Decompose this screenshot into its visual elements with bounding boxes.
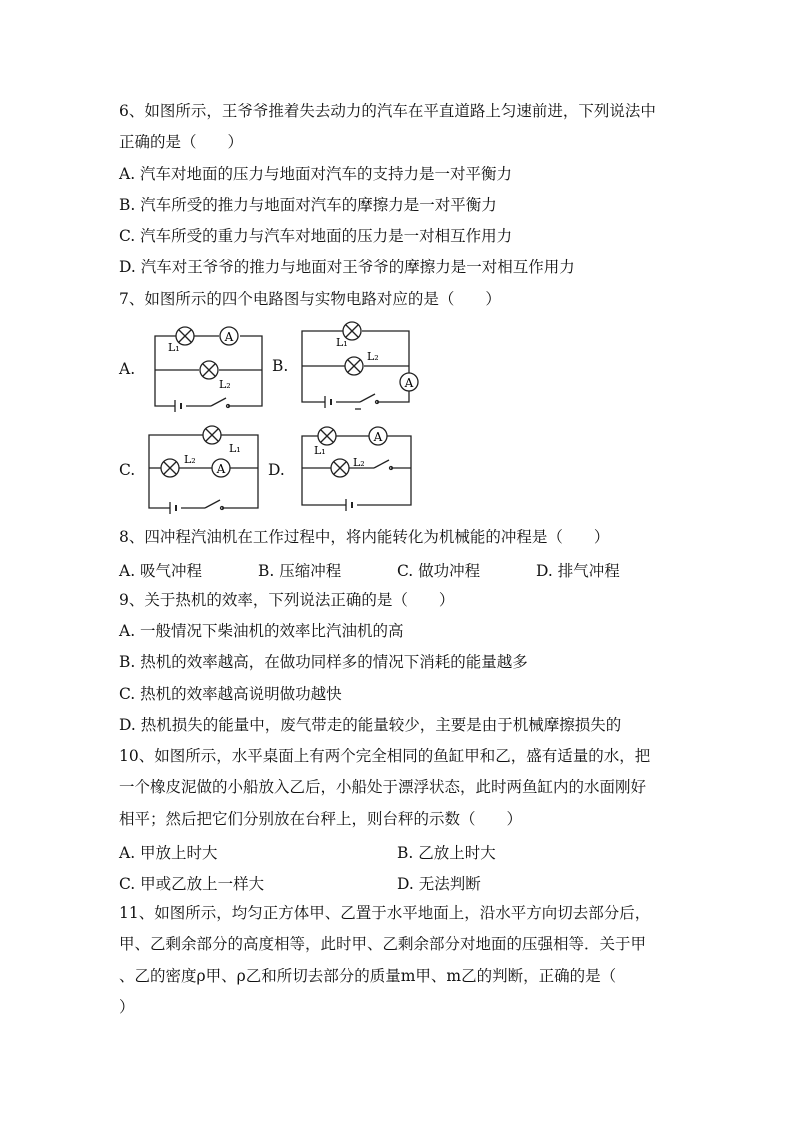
q7-label-c: C. — [119, 461, 136, 479]
q6-option-a: A. 汽车对地面的压力与地面对汽车的支持力是一对平衡力 — [119, 165, 513, 183]
q7-label-b: B. — [272, 357, 289, 375]
q6-stem-line2: 正确的是（ ） — [119, 133, 244, 151]
q10-option-d: D. 无法判断 — [397, 875, 481, 893]
q7b-label-l1: L₁ — [336, 336, 348, 349]
q6-option-b: B. 汽车所受的推力与地面对汽车的摩擦力是一对平衡力 — [119, 196, 497, 214]
q6-option-c: C. 汽车所受的重力与汽车对地面的压力是一对相互作用力 — [119, 227, 513, 245]
q6-stem-line1: 6、如图所示，王爷爷推着失去动力的汽车在平直道路上匀速前进，下列说法中 — [119, 102, 656, 120]
q8-option-c: C. 做功冲程 — [397, 562, 481, 580]
q7d-label-l2: L₂ — [353, 456, 365, 469]
q7-stem: 7、如图所示的四个电路图与实物电路对应的是（ ） — [119, 290, 501, 308]
q7d-lamp-l2 — [331, 459, 349, 477]
q7a-ammeter-label: A — [224, 330, 234, 344]
q10-stem-line3: 相平；然后把它们分别放在台秤上，则台秤的示数（ ） — [119, 810, 523, 828]
q11-stem-line2: 甲、乙剩余部分的高度相等，此时甲、乙剩余部分对地面的压强相等．关于甲 — [119, 935, 647, 953]
q10-option-a: A. 甲放上时大 — [119, 844, 218, 862]
q7-label-d: D. — [268, 461, 285, 479]
q11-stem-line1: 11、如图所示，均匀正方体甲、乙置于水平地面上，沿水平方向切去部分后， — [119, 904, 651, 922]
q9-option-a: A. 一般情况下柴油机的效率比汽油机的高 — [119, 622, 404, 640]
q10-stem-line2: 一个橡皮泥做的小船放入乙后，小船处于漂浮状态，此时两鱼缸内的水面刚好 — [119, 778, 647, 796]
q7-label-a: A. — [119, 360, 136, 378]
q7a-label-l1: L₁ — [168, 341, 180, 354]
q10-option-b: B. 乙放上时大 — [397, 844, 496, 862]
q8-option-b: B. 压缩冲程 — [258, 562, 342, 580]
q9-option-d: D. 热机损失的能量中，废气带走的能量较少，主要是由于机械摩擦损失的 — [119, 716, 622, 734]
q7a-label-l2: L₂ — [219, 378, 231, 391]
q7b-ammeter-label: A — [404, 376, 414, 390]
q10-stem-line1: 10、如图所示，水平桌面上有两个完全相同的鱼缸甲和乙，盛有适量的水，把 — [119, 747, 651, 765]
q8-option-a: A. 吸气冲程 — [119, 562, 203, 580]
q7c-label-l2: L₂ — [184, 453, 196, 466]
q11-stem-line3: 、乙的密度ρ甲、ρ乙和所切去部分的质量m甲、m乙的判断，正确的是（ — [119, 967, 617, 985]
q8-stem: 8、四冲程汽油机在工作过程中，将内能转化为机械能的冲程是（ ） — [119, 528, 610, 546]
q6-option-d: D. 汽车对王爷爷的推力与地面对王爷爷的摩擦力是一对相互作用力 — [119, 258, 575, 276]
q7b-label-l2: L₂ — [367, 350, 379, 363]
q7c-label-l1: L₁ — [229, 442, 241, 455]
q10-option-c: C. 甲或乙放上一样大 — [119, 875, 265, 893]
q7d-lamp-l1 — [318, 427, 336, 445]
q7c-ammeter-label: A — [216, 462, 226, 476]
q9-option-c: C. 热机的效率越高说明做功越快 — [119, 685, 342, 703]
q7d-label-l1: L₁ — [314, 444, 326, 457]
q11-stem-line4: ） — [119, 998, 135, 1016]
q9-option-b: B. 热机的效率越高，在做功同样多的情况下消耗的能量越多 — [119, 653, 528, 671]
q7d-ammeter-label: A — [373, 430, 383, 444]
q8-option-d: D. 排气冲程 — [536, 562, 620, 580]
q9-stem: 9、关于热机的效率，下列说法正确的是（ ） — [119, 591, 455, 609]
